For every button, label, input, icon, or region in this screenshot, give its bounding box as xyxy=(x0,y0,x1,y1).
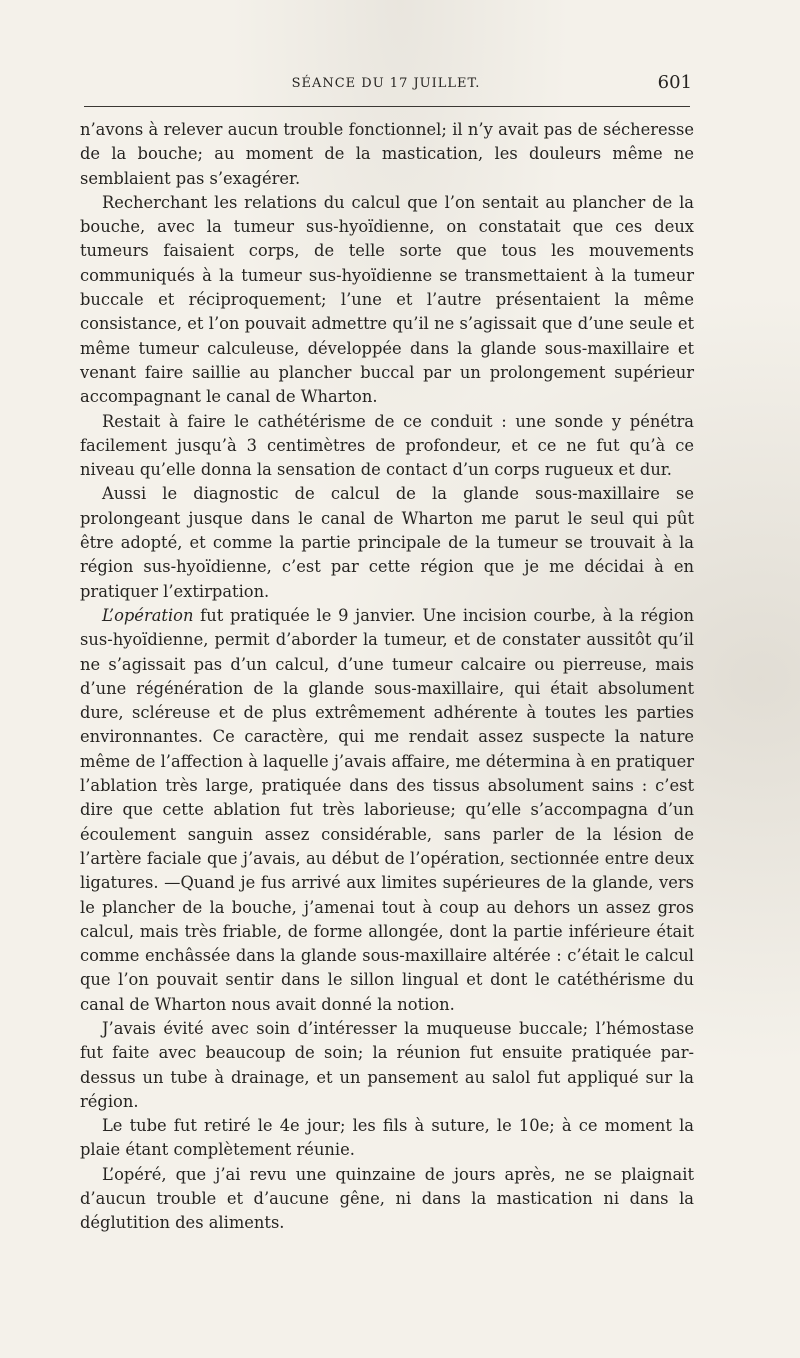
body-text xyxy=(80,118,694,1236)
paragraph: Aussi le diagnostic de calcul de la glande sous-maxillaire se prolongeant jusque dans le canal de Wharton me parut le seul qui pût être adopté, et comme la partie principale de la tumeur se trouvait à la région sus-hyoïdienne, c’est par cette région que je me décidai à en pratiquer l’extirpation. xyxy=(80,484,694,601)
page-header xyxy=(80,72,692,100)
italic-lead: L’opération xyxy=(102,605,194,625)
paragraph: L’opération fut pratiquée le 9 janvier. Une incision courbe, à la région sus-hyoïdienne, permit d’aborder la tumeur, et de constater aussitôt qu’il ne s’agissait pas d’un calcul, d’une tumeur calcaire ou pierreuse, mais d’une régénération de la glande sous-maxillaire, qui était absolument dure, scléreuse et de plus extrêmement adhérente à toutes les parties environnantes. Ce caractère, qui me rendait assez suspecte la nature même de l’affection à laquelle j’avais affaire, me détermina à en pratiquer l’ablation très large, pratiquée dans des tissus absolument sains : c’est dire que cette ablation fut très laborieuse; qu’elle s’accompagna d’un écoulement sanguin assez considérable, sans parler de la lésion de l’artère faciale que j’avais, au début de l’opération, sectionnée entre deux ligatures. —Quand je fus arrivé aux limites supérieures de la glande, vers le plancher de la bouche, j’amenai tout à coup au dehors un assez gros calcul, mais très friable, de forme allongée, dont la partie inférieure était comme enchâssée dans la glande sous-maxillaire altérée : c’était le calcul que l’on pouvait sentir dans le sillon lingual et dont le catéthérisme du canal de Wharton nous avait donné la notion. xyxy=(80,605,694,1014)
paragraph: L’opéré, que j’ai revu une quinzaine de jours après, ne se plaignait d’aucun trouble et d’aucune gêne, ni dans la mastication ni dans la déglutition des aliments. xyxy=(80,1164,694,1233)
page-number: 601 xyxy=(657,72,692,93)
paragraph: Le tube fut retiré le 4e jour; les fils à suture, le 10e; à ce moment la plaie étant complètement réunie. xyxy=(80,1116,694,1160)
paragraph: Restait à faire le cathétérisme de ce conduit : une sonde y pénétra facilement jusqu’à 3 centimètres de profondeur, et ce ne fut qu’à ce niveau qu’elle donna la sensation de contact d’un corps rugueux et dur. xyxy=(80,411,694,480)
paragraph: Recherchant les relations du calcul que l’on sentait au plancher de la bouche, avec la tumeur sus-hyoïdienne, on constatait que ces deux tumeurs faisaient corps, de telle sorte que tous les mouvements communiqués à la tumeur sus-hyoïdienne se transmettaient à la tumeur buccale et réciproquement; l’une et l’autre présentaient la même consistance, et l’on pouvait admettre qu’il ne s’agissait que d’une seule et même tumeur calculeuse, développée dans la glande sous-maxillaire et venant faire saillie au plancher buccal par un prolongement supérieur accompagnant le canal de Wharton. xyxy=(80,192,694,407)
paragraph: J’avais évité avec soin d’intéresser la muqueuse buccale; l’hémostase fut faite avec beaucoup de soin; la réunion fut ensuite pratiquée par-dessus un tube à drainage, et un pansement au salol fut appliqué sur la région. xyxy=(80,1018,694,1111)
running-title: SÉANCE DU 17 JUILLET. xyxy=(291,76,481,91)
paragraph: n’avons à relever aucun trouble fonctionnel; il n’y avait pas de sécheresse de la bouche; au moment de la mastication, les douleurs même ne semblaient pas s’exagérer. xyxy=(80,120,694,188)
header-rule xyxy=(84,106,690,107)
